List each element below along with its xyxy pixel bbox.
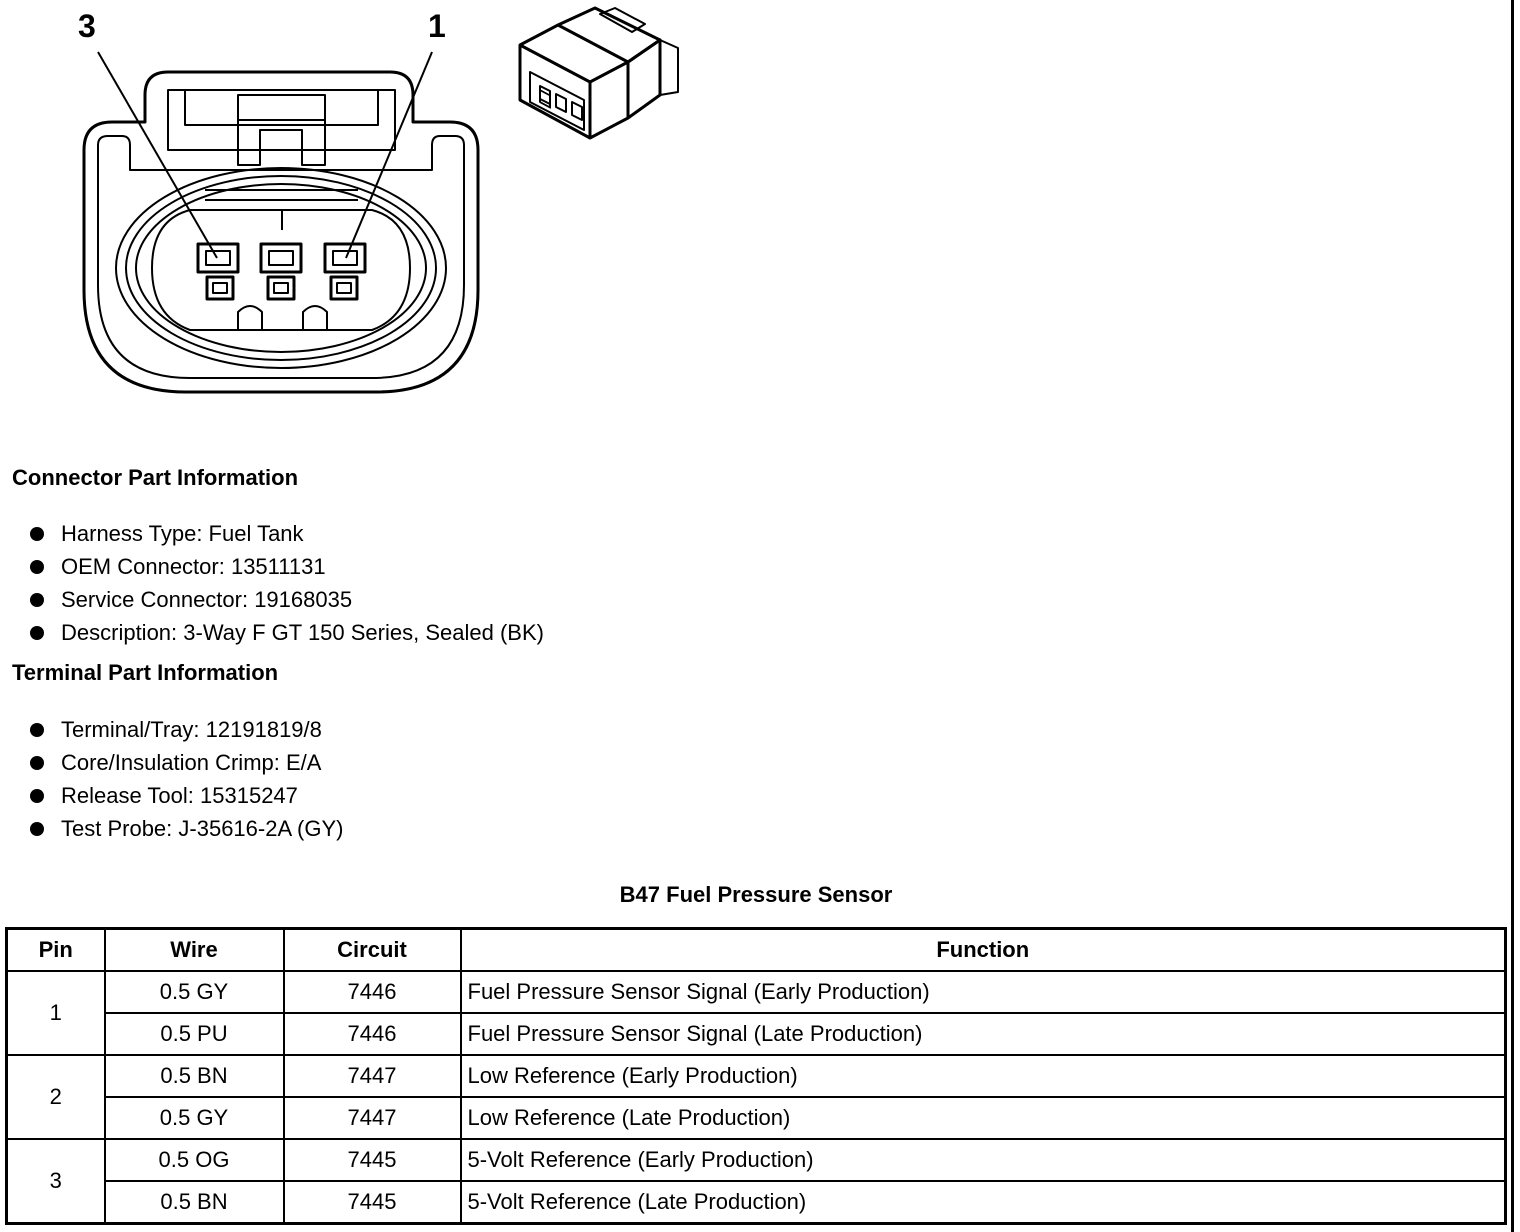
list-item: Release Tool: 15315247 (30, 779, 343, 812)
function-cell: Low Reference (Late Production) (461, 1097, 1506, 1139)
list-item: OEM Connector: 13511131 (30, 550, 544, 583)
cavity-2 (261, 244, 301, 272)
list-item: Service Connector: 19168035 (30, 583, 544, 616)
list-item: Core/Insulation Crimp: E/A (30, 746, 343, 779)
column-header-pin: Pin (7, 929, 105, 972)
page-border (1511, 0, 1514, 1232)
column-header-function: Function (461, 929, 1506, 972)
connector-thumbnail (520, 8, 678, 138)
function-cell: 5-Volt Reference (Late Production) (461, 1181, 1506, 1224)
terminal-section-heading: Terminal Part Information (12, 660, 279, 685)
wire-cell: 0.5 BN (105, 1181, 284, 1224)
pin-label-3: 3 (78, 8, 96, 44)
column-header-circuit: Circuit (284, 929, 461, 972)
function-cell: 5-Volt Reference (Early Production) (461, 1139, 1506, 1181)
table-row (7, 1181, 1506, 1224)
list-item: Terminal/Tray: 12191819/8 (30, 713, 343, 746)
pin-cell: 2 (7, 1055, 105, 1139)
list-item: Harness Type: Fuel Tank (30, 517, 544, 550)
table-title: B47 Fuel Pressure Sensor (619, 882, 893, 907)
table-header-row (7, 929, 1506, 972)
wire-cell: 0.5 GY (105, 1097, 284, 1139)
circuit-cell: 7445 (284, 1181, 461, 1224)
table-row (7, 1013, 1506, 1055)
wire-cell: 0.5 OG (105, 1139, 284, 1181)
wire-cell: 0.5 PU (105, 1013, 284, 1055)
circuit-cell: 7446 (284, 1013, 461, 1055)
wire-cell: 0.5 BN (105, 1055, 284, 1097)
circuit-cell: 7447 (284, 1055, 461, 1097)
pin-label-1: 1 (428, 8, 446, 44)
table-row (7, 971, 1506, 1013)
connector-face-diagram (0, 0, 700, 410)
circuit-cell: 7447 (284, 1097, 461, 1139)
table-row (7, 1097, 1506, 1139)
table-row (7, 1139, 1506, 1181)
pinout-table (5, 927, 1507, 1225)
list-item: Description: 3-Way F GT 150 Series, Sealed (BK) (30, 616, 544, 649)
column-header-wire: Wire (105, 929, 284, 972)
cavity-3 (198, 244, 238, 272)
terminal-info-list (30, 713, 343, 845)
connector-section-heading: Connector Part Information (12, 465, 299, 490)
function-cell: Fuel Pressure Sensor Signal (Late Production) (461, 1013, 1506, 1055)
pin-cell: 1 (7, 971, 105, 1055)
circuit-cell: 7445 (284, 1139, 461, 1181)
list-item: Test Probe: J-35616-2A (GY) (30, 812, 343, 845)
circuit-cell: 7446 (284, 971, 461, 1013)
function-cell: Low Reference (Early Production) (461, 1055, 1506, 1097)
cavity-1 (325, 244, 365, 272)
connector-info-list (30, 517, 544, 649)
wire-cell: 0.5 GY (105, 971, 284, 1013)
leader-line-3 (98, 52, 217, 258)
pin-cell: 3 (7, 1139, 105, 1224)
seal-outer (116, 168, 446, 368)
table-row (7, 1055, 1506, 1097)
function-cell: Fuel Pressure Sensor Signal (Early Production) (461, 971, 1506, 1013)
